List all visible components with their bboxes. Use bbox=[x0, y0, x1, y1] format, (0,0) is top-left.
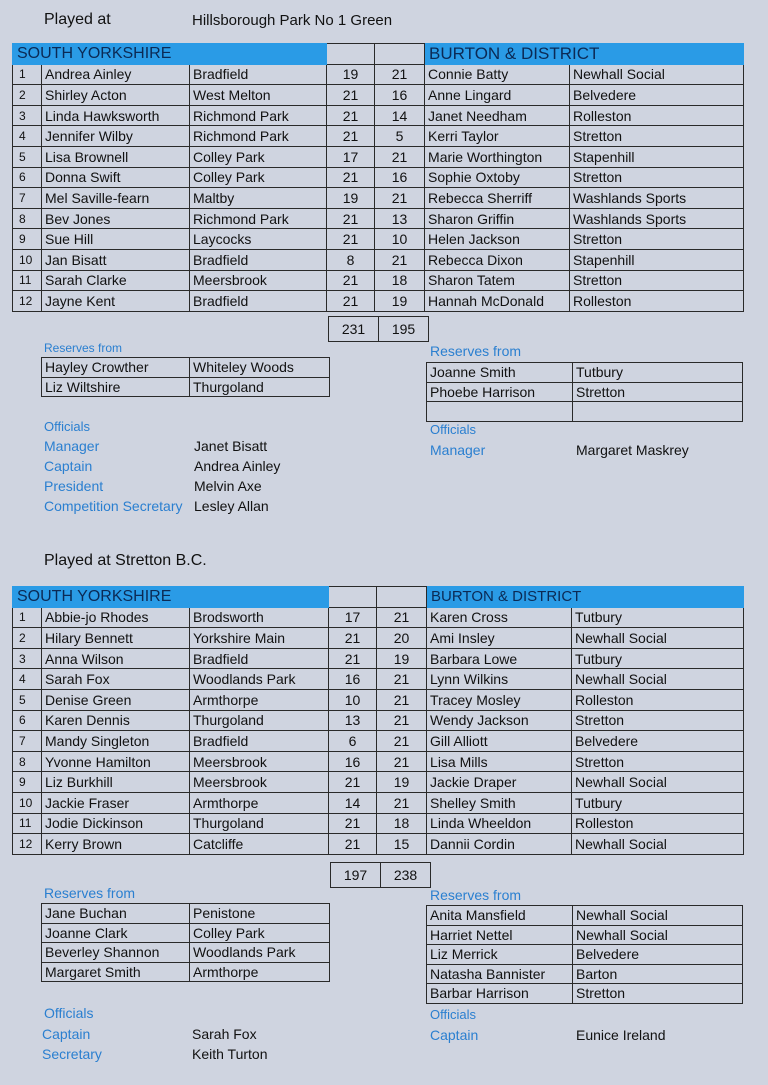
home-player-name: Jayne Kent bbox=[42, 291, 190, 312]
home-club-name: Bradfield bbox=[190, 291, 327, 312]
row-number: 8 bbox=[13, 208, 42, 229]
away-club-name: Tutbury bbox=[572, 607, 744, 628]
home-score: 17 bbox=[329, 607, 377, 628]
table-row bbox=[13, 813, 744, 834]
away-score: 16 bbox=[375, 85, 425, 106]
reserve-row bbox=[42, 377, 330, 397]
away-score: 18 bbox=[375, 270, 425, 291]
home-score: 16 bbox=[329, 669, 377, 690]
away-player-name: Karen Cross bbox=[427, 607, 572, 628]
away-score: 5 bbox=[375, 126, 425, 147]
away-club-name: Belvedere bbox=[570, 85, 744, 106]
table-row bbox=[13, 731, 744, 752]
row-number: 11 bbox=[13, 270, 42, 291]
home-score: 21 bbox=[327, 105, 375, 126]
home-player-name: Yvonne Hamilton bbox=[42, 751, 190, 772]
away-score: 16 bbox=[375, 167, 425, 188]
official-name: Melvin Axe bbox=[194, 478, 262, 494]
official-role: Captain bbox=[44, 458, 93, 474]
home-score: 13 bbox=[329, 710, 377, 731]
reserve-club: Woodlands Park bbox=[190, 943, 330, 963]
table-row bbox=[13, 689, 744, 710]
away-score: 21 bbox=[377, 751, 427, 772]
away-player-name: Sharon Griffin bbox=[425, 208, 570, 229]
home-club-name: Colley Park bbox=[190, 146, 327, 167]
home-player-name: Sarah Clarke bbox=[42, 270, 190, 291]
away-reserves-table-2 bbox=[426, 905, 743, 1004]
reserve-name: Barbar Harrison bbox=[427, 984, 573, 1004]
official-row bbox=[44, 498, 364, 516]
home-score: 21 bbox=[327, 167, 375, 188]
home-player-name: Jodie Dickinson bbox=[42, 813, 190, 834]
home-club-name: West Melton bbox=[190, 85, 327, 106]
away-reserves-label: Reserves from bbox=[430, 887, 522, 903]
away-player-name: Lisa Mills bbox=[427, 751, 572, 772]
away-club-name: Stretton bbox=[570, 229, 744, 250]
reserve-club bbox=[573, 402, 743, 422]
away-reserves-label: Reserves from bbox=[430, 343, 522, 359]
reserve-row bbox=[427, 402, 743, 422]
row-number: 3 bbox=[13, 648, 42, 669]
away-player-name: Dannii Cordin bbox=[427, 834, 572, 855]
away-club-name: Newhall Social bbox=[572, 669, 744, 690]
home-score: 21 bbox=[329, 834, 377, 855]
official-name: Janet Bisatt bbox=[194, 438, 268, 454]
away-club-name: Washlands Sports bbox=[570, 188, 744, 209]
away-club-name: Rolleston bbox=[570, 105, 744, 126]
home-score: 21 bbox=[329, 648, 377, 669]
reserve-row bbox=[42, 962, 330, 982]
home-total: 231 bbox=[329, 317, 379, 342]
row-number: 5 bbox=[13, 146, 42, 167]
home-score: 21 bbox=[327, 291, 375, 312]
reserve-name: Anita Mansfield bbox=[427, 906, 573, 926]
away-club-name: Stapenhill bbox=[570, 249, 744, 270]
home-score: 21 bbox=[327, 270, 375, 291]
reserve-club: Barton bbox=[573, 964, 743, 984]
totals-2 bbox=[330, 862, 431, 888]
home-player-name: Andrea Ainley bbox=[42, 64, 190, 85]
home-score: 21 bbox=[327, 208, 375, 229]
home-reserves-table-2 bbox=[41, 903, 330, 982]
reserve-name: Liz Wiltshire bbox=[42, 377, 190, 397]
reserve-club: Stretton bbox=[573, 382, 743, 402]
away-score: 21 bbox=[375, 146, 425, 167]
table-row bbox=[13, 270, 744, 291]
away-team-header: BURTON & DISTRICT bbox=[427, 587, 744, 608]
table-row bbox=[13, 105, 744, 126]
reserve-row bbox=[427, 945, 743, 965]
away-player-name: Wendy Jackson bbox=[427, 710, 572, 731]
home-officials-label: Officials bbox=[44, 1005, 94, 1021]
home-player-name: Donna Swift bbox=[42, 167, 190, 188]
table-row bbox=[13, 792, 744, 813]
home-player-name: Linda Hawksworth bbox=[42, 105, 190, 126]
row-number: 7 bbox=[13, 188, 42, 209]
away-club-name: Tutbury bbox=[572, 792, 744, 813]
home-player-name: Bev Jones bbox=[42, 208, 190, 229]
home-club-name: Maltby bbox=[190, 188, 327, 209]
reserve-row bbox=[427, 964, 743, 984]
totals-1 bbox=[328, 316, 429, 342]
official-role: Captain bbox=[42, 1026, 91, 1042]
row-number: 4 bbox=[13, 126, 42, 147]
official-row bbox=[430, 1027, 750, 1045]
reserve-row bbox=[42, 904, 330, 924]
official-role: Secretary bbox=[42, 1046, 102, 1062]
away-player-name: Barbara Lowe bbox=[427, 648, 572, 669]
row-number: 7 bbox=[13, 731, 42, 752]
reserve-name: Phoebe Harrison bbox=[427, 382, 573, 402]
row-number: 9 bbox=[13, 772, 42, 793]
away-officials-label: Officials bbox=[430, 1007, 476, 1022]
reserve-row bbox=[427, 363, 743, 383]
home-reserves-label: Reserves from bbox=[44, 341, 123, 355]
reserve-name: Margaret Smith bbox=[42, 962, 190, 982]
away-player-name: Shelley Smith bbox=[427, 792, 572, 813]
home-player-name: Anna Wilson bbox=[42, 648, 190, 669]
reserve-row bbox=[427, 906, 743, 926]
home-club-name: Thurgoland bbox=[190, 710, 329, 731]
home-officials-label: Officials bbox=[44, 419, 90, 434]
away-score: 21 bbox=[377, 792, 427, 813]
official-row bbox=[42, 1046, 362, 1064]
reserve-club: Thurgoland bbox=[190, 377, 330, 397]
away-score: 13 bbox=[375, 208, 425, 229]
home-club-name: Bradfield bbox=[190, 731, 329, 752]
away-score: 18 bbox=[377, 813, 427, 834]
official-name: Eunice Ireland bbox=[576, 1027, 666, 1043]
away-score: 10 bbox=[375, 229, 425, 250]
reserve-name: Harriet Nettel bbox=[427, 925, 573, 945]
table-row bbox=[13, 607, 744, 628]
official-name: Margaret Maskrey bbox=[576, 442, 689, 458]
reserve-club: Tutbury bbox=[573, 363, 743, 383]
home-club-name: Meersbrook bbox=[190, 772, 329, 793]
away-score: 19 bbox=[377, 648, 427, 669]
away-player-name: Connie Batty bbox=[425, 64, 570, 85]
away-player-name: Marie Worthington bbox=[425, 146, 570, 167]
home-club-name: Armthorpe bbox=[190, 689, 329, 710]
match-grid-1 bbox=[12, 43, 744, 312]
official-row bbox=[44, 478, 364, 496]
played-at-label-2: Played at Stretton B.C. bbox=[44, 552, 207, 569]
away-total: 238 bbox=[381, 863, 431, 888]
away-player-name: Helen Jackson bbox=[425, 229, 570, 250]
row-number: 6 bbox=[13, 710, 42, 731]
row-number: 6 bbox=[13, 167, 42, 188]
home-team-header: SOUTH YORKSHIRE bbox=[13, 587, 329, 608]
away-club-name: Newhall Social bbox=[572, 772, 744, 793]
home-club-name: Colley Park bbox=[190, 167, 327, 188]
reserve-name: Natasha Bannister bbox=[427, 964, 573, 984]
official-name: Keith Turton bbox=[192, 1046, 268, 1062]
away-score: 21 bbox=[375, 64, 425, 85]
reserve-club: Colley Park bbox=[190, 923, 330, 943]
reserve-name: Joanne Clark bbox=[42, 923, 190, 943]
away-club-name: Newhall Social bbox=[570, 64, 744, 85]
away-club-name: Stretton bbox=[570, 126, 744, 147]
row-number: 9 bbox=[13, 229, 42, 250]
away-club-name: Rolleston bbox=[572, 689, 744, 710]
row-number: 1 bbox=[13, 64, 42, 85]
home-score: 10 bbox=[329, 689, 377, 710]
home-score: 19 bbox=[327, 64, 375, 85]
away-team-header: BURTON & DISTRICT bbox=[425, 44, 744, 65]
row-number: 5 bbox=[13, 689, 42, 710]
away-player-name: Sophie Oxtoby bbox=[425, 167, 570, 188]
away-score: 21 bbox=[377, 689, 427, 710]
official-row bbox=[44, 458, 364, 476]
reserve-club: Belvedere bbox=[573, 945, 743, 965]
home-score: 21 bbox=[327, 229, 375, 250]
table-row bbox=[13, 648, 744, 669]
home-club-name: Richmond Park bbox=[190, 126, 327, 147]
home-score: 21 bbox=[329, 628, 377, 649]
reserve-row bbox=[42, 923, 330, 943]
home-player-name: Sarah Fox bbox=[42, 669, 190, 690]
away-score: 15 bbox=[377, 834, 427, 855]
home-player-name: Lisa Brownell bbox=[42, 146, 190, 167]
reserve-name: Jane Buchan bbox=[42, 904, 190, 924]
away-officials-label: Officials bbox=[430, 422, 476, 437]
reserve-name: Hayley Crowther bbox=[42, 358, 190, 378]
away-score: 21 bbox=[377, 669, 427, 690]
home-club-name: Meersbrook bbox=[190, 751, 329, 772]
table-row bbox=[13, 834, 744, 855]
home-score: 21 bbox=[329, 772, 377, 793]
official-row bbox=[430, 442, 750, 460]
away-score: 21 bbox=[375, 249, 425, 270]
row-number: 12 bbox=[13, 291, 42, 312]
played-at-label: Played at bbox=[44, 11, 111, 28]
away-score: 21 bbox=[377, 607, 427, 628]
away-player-name: Hannah McDonald bbox=[425, 291, 570, 312]
away-club-name: Stapenhill bbox=[570, 146, 744, 167]
home-score: 6 bbox=[329, 731, 377, 752]
home-reserves-label: Reserves from bbox=[44, 885, 136, 901]
official-name: Andrea Ainley bbox=[194, 458, 281, 474]
row-number: 3 bbox=[13, 105, 42, 126]
row-number: 10 bbox=[13, 792, 42, 813]
match-grid-2 bbox=[12, 586, 744, 855]
home-total: 197 bbox=[331, 863, 381, 888]
home-score: 17 bbox=[327, 146, 375, 167]
away-player-name: Gill Alliott bbox=[427, 731, 572, 752]
home-club-name: Catcliffe bbox=[190, 834, 329, 855]
away-score: 19 bbox=[375, 291, 425, 312]
reserve-club: Armthorpe bbox=[190, 962, 330, 982]
away-club-name: Stretton bbox=[572, 751, 744, 772]
table-row bbox=[13, 188, 744, 209]
away-club-name: Stretton bbox=[570, 167, 744, 188]
reserve-club: Stretton bbox=[573, 984, 743, 1004]
away-player-name: Sharon Tatem bbox=[425, 270, 570, 291]
home-score: 21 bbox=[329, 813, 377, 834]
row-number: 1 bbox=[13, 607, 42, 628]
away-club-name: Tutbury bbox=[572, 648, 744, 669]
away-player-name: Jackie Draper bbox=[427, 772, 572, 793]
row-number: 8 bbox=[13, 751, 42, 772]
away-reserves-table-1 bbox=[426, 362, 743, 422]
reserve-name bbox=[427, 402, 573, 422]
away-score: 21 bbox=[377, 710, 427, 731]
away-club-name: Stretton bbox=[572, 710, 744, 731]
reserve-club: Newhall Social bbox=[573, 925, 743, 945]
table-row bbox=[13, 710, 744, 731]
reserve-row bbox=[427, 984, 743, 1004]
home-club-name: Yorkshire Main bbox=[190, 628, 329, 649]
table-row bbox=[13, 772, 744, 793]
home-player-name: Shirley Acton bbox=[42, 85, 190, 106]
away-player-name: Rebecca Sherriff bbox=[425, 188, 570, 209]
table-row bbox=[13, 146, 744, 167]
reserve-row bbox=[427, 382, 743, 402]
away-score: 19 bbox=[377, 772, 427, 793]
away-club-name: Newhall Social bbox=[572, 834, 744, 855]
home-club-name: Brodsworth bbox=[190, 607, 329, 628]
table-row bbox=[13, 291, 744, 312]
away-club-name: Newhall Social bbox=[572, 628, 744, 649]
home-club-name: Thurgoland bbox=[190, 813, 329, 834]
reserve-club: Newhall Social bbox=[573, 906, 743, 926]
away-player-name: Lynn Wilkins bbox=[427, 669, 572, 690]
reserve-name: Beverley Shannon bbox=[42, 943, 190, 963]
home-club-name: Bradfield bbox=[190, 648, 329, 669]
away-player-name: Linda Wheeldon bbox=[427, 813, 572, 834]
table-row bbox=[13, 85, 744, 106]
away-player-name: Ami Insley bbox=[427, 628, 572, 649]
venue-name: Hillsborough Park No 1 Green bbox=[192, 12, 393, 29]
away-club-name: Washlands Sports bbox=[570, 208, 744, 229]
home-club-name: Meersbrook bbox=[190, 270, 327, 291]
away-club-name: Stretton bbox=[570, 270, 744, 291]
home-reserves-table-1 bbox=[41, 357, 330, 397]
home-player-name: Abbie-jo Rhodes bbox=[42, 607, 190, 628]
home-score: 8 bbox=[327, 249, 375, 270]
table-row bbox=[13, 249, 744, 270]
reserve-row bbox=[42, 943, 330, 963]
official-role: Competition Secretary bbox=[44, 498, 183, 514]
row-number: 10 bbox=[13, 249, 42, 270]
home-player-name: Mel Saville-fearn bbox=[42, 188, 190, 209]
row-number: 2 bbox=[13, 85, 42, 106]
away-score: 21 bbox=[377, 731, 427, 752]
reserve-row bbox=[427, 925, 743, 945]
official-row bbox=[42, 1026, 362, 1044]
table-row bbox=[13, 751, 744, 772]
home-player-name: Karen Dennis bbox=[42, 710, 190, 731]
away-player-name: Tracey Mosley bbox=[427, 689, 572, 710]
home-team-header: SOUTH YORKSHIRE bbox=[13, 44, 327, 65]
home-score: 19 bbox=[327, 188, 375, 209]
home-player-name: Mandy Singleton bbox=[42, 731, 190, 752]
home-player-name: Jennifer Wilby bbox=[42, 126, 190, 147]
table-row bbox=[13, 229, 744, 250]
away-club-name: Rolleston bbox=[570, 291, 744, 312]
home-score: 14 bbox=[329, 792, 377, 813]
row-number: 4 bbox=[13, 669, 42, 690]
away-club-name: Rolleston bbox=[572, 813, 744, 834]
reserve-name: Liz Merrick bbox=[427, 945, 573, 965]
reserve-row bbox=[42, 358, 330, 378]
home-club-name: Woodlands Park bbox=[190, 669, 329, 690]
home-player-name: Kerry Brown bbox=[42, 834, 190, 855]
official-role: Manager bbox=[44, 438, 100, 454]
table-row bbox=[13, 628, 744, 649]
official-name: Sarah Fox bbox=[192, 1026, 257, 1042]
reserve-club: Whiteley Woods bbox=[190, 358, 330, 378]
official-role: Manager bbox=[430, 442, 486, 458]
away-total: 195 bbox=[379, 317, 429, 342]
home-score: 21 bbox=[327, 85, 375, 106]
home-club-name: Richmond Park bbox=[190, 208, 327, 229]
away-player-name: Janet Needham bbox=[425, 105, 570, 126]
reserve-club: Penistone bbox=[190, 904, 330, 924]
home-player-name: Jackie Fraser bbox=[42, 792, 190, 813]
row-number: 12 bbox=[13, 834, 42, 855]
reserve-name: Joanne Smith bbox=[427, 363, 573, 383]
home-player-name: Jan Bisatt bbox=[42, 249, 190, 270]
official-role: President bbox=[44, 478, 104, 494]
table-row bbox=[13, 167, 744, 188]
away-score: 21 bbox=[375, 188, 425, 209]
table-row bbox=[13, 669, 744, 690]
home-club-name: Armthorpe bbox=[190, 792, 329, 813]
table-row bbox=[13, 64, 744, 85]
away-player-name: Rebecca Dixon bbox=[425, 249, 570, 270]
home-club-name: Bradfield bbox=[190, 249, 327, 270]
official-row bbox=[44, 438, 364, 456]
official-role: Captain bbox=[430, 1027, 479, 1043]
home-player-name: Liz Burkhill bbox=[42, 772, 190, 793]
row-number: 2 bbox=[13, 628, 42, 649]
away-club-name: Belvedere bbox=[572, 731, 744, 752]
away-player-name: Kerri Taylor bbox=[425, 126, 570, 147]
away-score: 20 bbox=[377, 628, 427, 649]
home-club-name: Richmond Park bbox=[190, 105, 327, 126]
home-score: 16 bbox=[329, 751, 377, 772]
home-player-name: Denise Green bbox=[42, 689, 190, 710]
table-row bbox=[13, 208, 744, 229]
table-row bbox=[13, 126, 744, 147]
home-player-name: Sue Hill bbox=[42, 229, 190, 250]
home-score: 21 bbox=[327, 126, 375, 147]
home-club-name: Bradfield bbox=[190, 64, 327, 85]
away-player-name: Anne Lingard bbox=[425, 85, 570, 106]
home-club-name: Laycocks bbox=[190, 229, 327, 250]
row-number: 11 bbox=[13, 813, 42, 834]
official-name: Lesley Allan bbox=[194, 498, 269, 514]
home-player-name: Hilary Bennett bbox=[42, 628, 190, 649]
away-score: 14 bbox=[375, 105, 425, 126]
